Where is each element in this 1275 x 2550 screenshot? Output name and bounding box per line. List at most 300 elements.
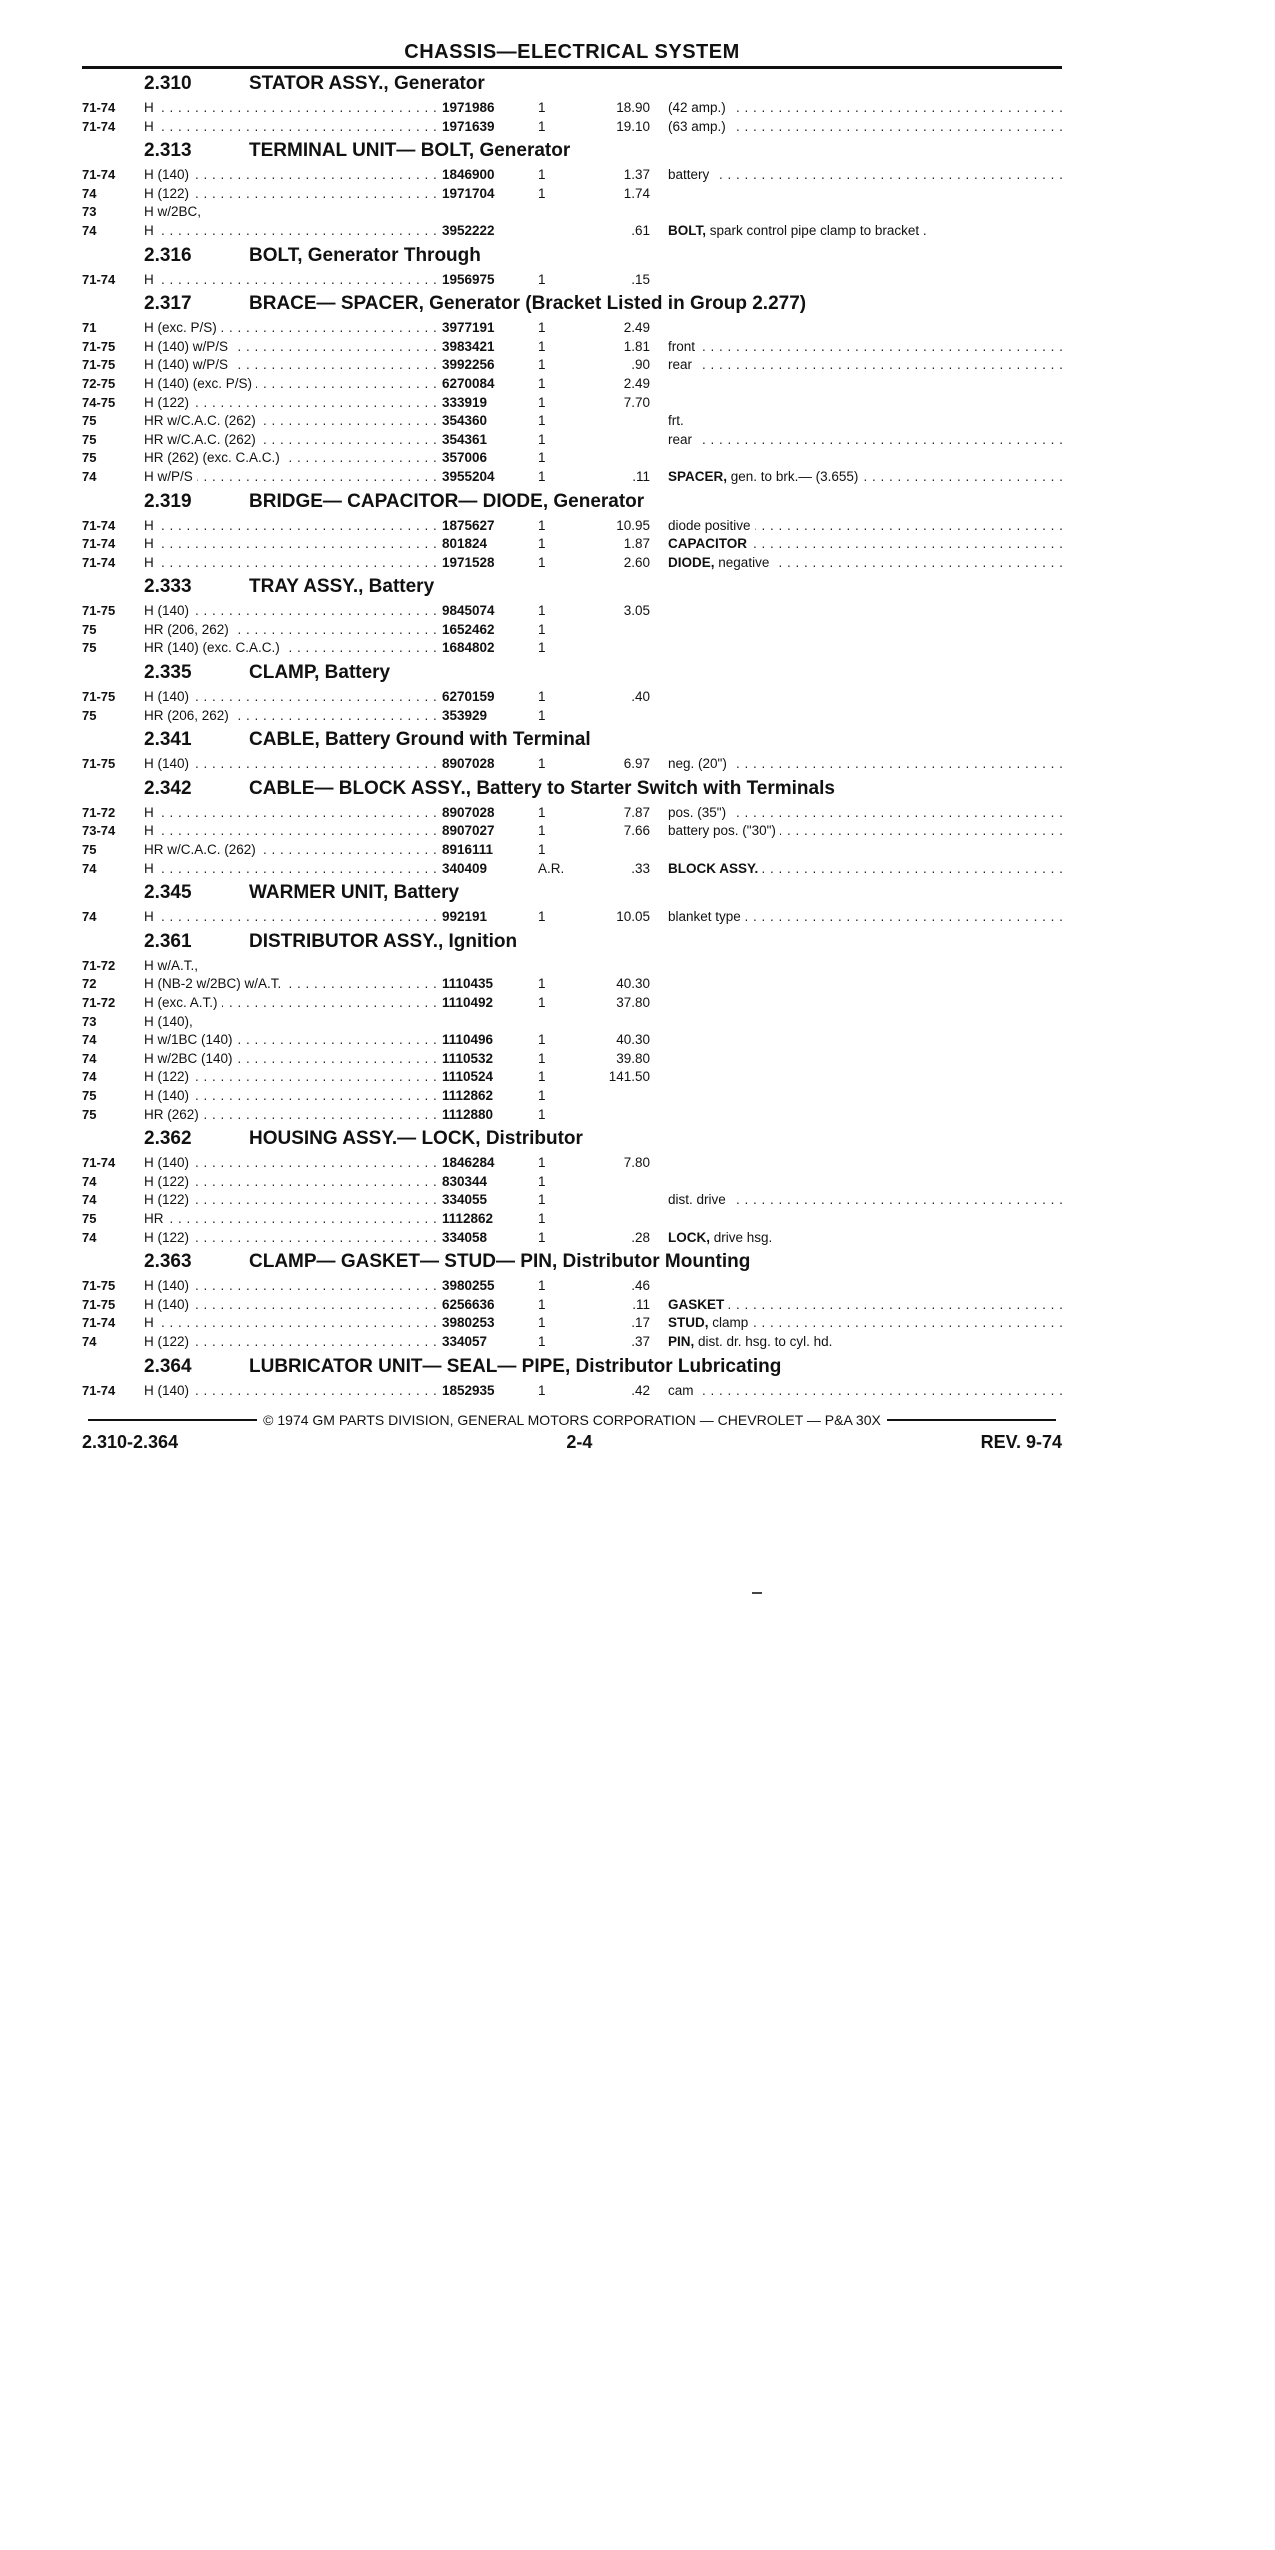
table-row: [82, 468, 1062, 487]
section-title: CABLE— BLOCK ASSY., Battery to Starter Switch with Terminals: [249, 777, 835, 799]
row-years: 71-72: [82, 804, 116, 820]
row-note-text: [668, 1088, 672, 1103]
row-description-text: HR (262) (exc. C.A.C.): [144, 450, 284, 465]
row-description-text: H w/P/S: [144, 469, 197, 484]
section-2-310: [82, 69, 1062, 136]
table-row: [82, 517, 1062, 536]
row-description: H w/2BC,: [144, 204, 202, 220]
row-part-number: 801824: [442, 536, 488, 552]
section-number: 2.333: [144, 576, 192, 598]
row-note-plain: rear: [668, 357, 693, 373]
row-quantity: 1: [538, 1278, 546, 1294]
row-price: .11: [632, 1296, 650, 1312]
row-note: [668, 908, 1062, 927]
row-description-text: H (140): [144, 689, 193, 704]
section-heading: [82, 658, 1062, 688]
row-note-text: [668, 708, 672, 723]
row-quantity: 1: [538, 689, 546, 705]
row-note-text: [668, 842, 672, 857]
row-note-bold: CAPACITOR: [668, 536, 748, 552]
table-row: [82, 755, 1062, 774]
section-number: 2.341: [144, 729, 192, 751]
row-quantity: 1: [538, 842, 546, 858]
row-description: [144, 1154, 442, 1173]
row-description: [144, 118, 442, 137]
section-title: TERMINAL UNIT— BOLT, Generator: [249, 140, 571, 162]
row-price: 7.87: [623, 804, 650, 820]
row-price: .46: [631, 1278, 650, 1294]
table-row: [82, 356, 1062, 375]
table-row: [82, 1333, 1062, 1352]
row-description: H (140),: [144, 1013, 193, 1029]
section-title: STATOR ASSY., Generator: [249, 73, 485, 94]
table-row: [82, 1229, 1062, 1248]
row-quantity: 1: [538, 554, 546, 570]
row-note: [668, 356, 1062, 375]
row-part-number: 8907027: [442, 823, 495, 839]
row-description: [144, 1314, 442, 1333]
row-price: .33: [631, 860, 650, 876]
row-part-number: 1971704: [442, 185, 495, 201]
row-description-text: H (122): [144, 1174, 193, 1189]
row-part-number: 3980255: [442, 1278, 495, 1294]
row-description: [144, 412, 442, 431]
row-description: [144, 535, 442, 554]
row-part-number: 1971986: [442, 100, 495, 115]
row-note: [668, 535, 1062, 554]
row-description-text: H (122): [144, 1334, 193, 1349]
row-price: 40.30: [616, 976, 650, 992]
row-note-plain: dist. drive: [668, 1192, 726, 1208]
row-description: [144, 185, 442, 204]
row-quantity: 1: [538, 450, 546, 466]
table-row: [82, 271, 1062, 290]
row-description: [144, 688, 442, 707]
row-years: 73-74: [82, 823, 116, 839]
row-note: [668, 804, 1062, 823]
row-quantity: 1: [538, 1155, 546, 1171]
row-years: 74: [82, 222, 97, 238]
row-note-bold: STUD,: [668, 1315, 709, 1331]
row-price: .40: [631, 689, 650, 705]
row-note-text: [668, 204, 672, 219]
row-years: 71-74: [82, 536, 116, 552]
row-price: 7.70: [623, 394, 650, 410]
row-years: 74: [82, 1229, 97, 1245]
row-price: .37: [631, 1333, 650, 1349]
section-number: 2.313: [144, 140, 192, 162]
section-title: BOLT, Generator Through: [249, 244, 481, 266]
row-price: 141.50: [608, 1069, 650, 1085]
row-note-text: [668, 186, 672, 201]
row-part-number: 3952222: [442, 222, 495, 238]
row-description-text: H: [144, 272, 158, 287]
section-2-313: [82, 136, 1062, 240]
row-note-text: [668, 823, 780, 838]
row-note-plain: cam: [668, 1382, 694, 1398]
row-note-text: [668, 167, 713, 182]
row-note: [668, 1314, 1062, 1333]
row-years: 71-75: [82, 1278, 116, 1294]
row-description-text: H (140): [144, 756, 193, 771]
row-description: [144, 319, 442, 338]
row-description: [144, 975, 442, 994]
row-years: 71-74: [82, 554, 116, 570]
row-quantity: 1: [538, 1382, 546, 1398]
section-number: 2.310: [144, 73, 192, 94]
footer-copyright-line: [82, 1410, 1062, 1430]
row-description: [144, 338, 442, 357]
row-note-plain: negative: [718, 554, 770, 570]
row-note: [668, 860, 1062, 879]
row-note-bold: BOLT,: [668, 222, 706, 238]
row-description-text: H (exc. A.T.): [144, 995, 222, 1010]
row-description-text: H: [144, 223, 158, 238]
row-quantity: 1: [538, 756, 546, 772]
row-note-plain: dist. dr. hsg. to cyl. hd.: [698, 1333, 833, 1349]
row-note-bold: LOCK,: [668, 1229, 710, 1245]
row-description-text: HR (262): [144, 1107, 203, 1122]
row-years: 71-74: [82, 271, 116, 287]
row-description-text: H: [144, 119, 158, 134]
row-note-text: [668, 756, 731, 771]
row-note-text: [668, 1155, 672, 1170]
stray-mark: [752, 1592, 762, 1594]
row-note: [668, 375, 1062, 394]
row-note: [668, 1173, 1062, 1192]
row-note-plain: diode positive: [668, 517, 751, 533]
table-row: [82, 1050, 1062, 1069]
row-part-number: 1971639: [442, 118, 495, 134]
row-description: [144, 356, 442, 375]
row-years: 75: [82, 1106, 97, 1122]
row-quantity: 1: [538, 1333, 546, 1349]
row-part-number: 1110524: [442, 1069, 494, 1085]
row-note-text: [668, 536, 751, 551]
row-note: [668, 688, 1062, 707]
row-note: [668, 271, 1062, 290]
row-part-number: 3983421: [442, 338, 495, 354]
row-description: [144, 1382, 442, 1401]
table-row: [82, 707, 1062, 726]
row-note-text: [668, 995, 672, 1010]
row-note: [668, 1050, 1062, 1069]
row-price: 3.05: [623, 603, 650, 619]
row-note-bold: BLOCK ASSY.: [668, 860, 759, 876]
row-note-text: [668, 100, 730, 115]
row-quantity: 1: [538, 621, 546, 637]
row-part-number: 1846284: [442, 1155, 495, 1171]
row-price: .90: [631, 357, 650, 373]
row-note-text: [668, 1069, 672, 1084]
row-description: H w/A.T.,: [144, 957, 199, 973]
row-description: [144, 431, 442, 450]
row-note-text: [668, 689, 672, 704]
row-years: 71-75: [82, 603, 116, 619]
row-quantity: 1: [538, 1050, 546, 1066]
row-note-plain: rear: [668, 431, 693, 447]
row-note-text: [668, 339, 699, 354]
table-row: [82, 338, 1062, 357]
row-years: 74: [82, 909, 97, 925]
row-note-text: [668, 450, 672, 465]
row-part-number: 357006: [442, 450, 488, 466]
row-years: 71-75: [82, 1296, 116, 1312]
row-price: .42: [631, 1382, 650, 1398]
row-note-text: [668, 357, 696, 372]
row-description: [144, 1229, 442, 1248]
row-description-text: H (122): [144, 1192, 193, 1207]
row-years: 71-74: [82, 100, 116, 115]
row-note: [668, 203, 1062, 222]
row-part-number: 3992256: [442, 357, 495, 373]
row-description: [144, 271, 442, 290]
table-row: [82, 639, 1062, 658]
section-title: CLAMP— GASKET— STUD— PIN, Distributor Mounting: [249, 1251, 751, 1273]
row-quantity: 1: [538, 271, 546, 287]
row-description: [144, 841, 442, 860]
section-number: 2.362: [144, 1128, 192, 1150]
row-price: 10.95: [616, 517, 650, 533]
row-quantity: 1: [538, 995, 546, 1010]
row-description-text: H (140) (exc. P/S): [144, 376, 256, 391]
table-row: [82, 1382, 1062, 1401]
row-price: 1.87: [623, 536, 650, 552]
catalog-page: [82, 38, 1062, 1454]
row-description-text: H: [144, 536, 158, 551]
section-2-335: [82, 658, 1062, 725]
row-description-text: H (140) w/P/S: [144, 339, 232, 354]
table-row: [82, 1068, 1062, 1087]
row-note-text: [668, 413, 688, 428]
row-description: [144, 222, 442, 241]
row-note: [668, 338, 1062, 357]
section-2-345: [82, 878, 1062, 927]
row-note: [668, 468, 1062, 487]
section-heading: [82, 1247, 1062, 1277]
row-part-number: 1852935: [442, 1382, 495, 1398]
row-part-number: 6270159: [442, 689, 495, 705]
section-number: 2.319: [144, 490, 192, 512]
row-part-number: 1652462: [442, 621, 495, 637]
section-number: 2.364: [144, 1355, 192, 1377]
row-years: 75: [82, 1210, 97, 1226]
row-years: 75: [82, 431, 97, 447]
row-note: [668, 1296, 1062, 1315]
row-description-text: H (140): [144, 1155, 193, 1170]
row-quantity: 1: [538, 185, 546, 201]
row-quantity: 1: [538, 338, 546, 354]
row-price: 7.80: [623, 1155, 650, 1171]
row-years: 71-75: [82, 357, 116, 373]
footer-page-number: 2-4: [566, 1432, 593, 1453]
row-part-number: 6256636: [442, 1296, 495, 1312]
row-part-number: 6270084: [442, 375, 495, 391]
row-years: 75: [82, 450, 97, 466]
row-note-text: [668, 976, 672, 991]
section-title: DISTRIBUTOR ASSY., Ignition: [249, 930, 518, 952]
row-description: [144, 1106, 442, 1125]
row-price: 10.05: [616, 909, 650, 925]
table-row: [82, 319, 1062, 338]
row-note-text: [668, 518, 755, 533]
row-note-text: [668, 432, 696, 447]
row-price: 18.90: [616, 100, 650, 115]
row-description: [144, 1296, 442, 1315]
table-row: [82, 118, 1062, 137]
section-heading: [82, 1124, 1062, 1154]
section-number: 2.363: [144, 1251, 192, 1273]
row-note-text: [668, 805, 730, 820]
row-description-text: H (140): [144, 1088, 193, 1103]
row-quantity: 1: [538, 1229, 546, 1245]
row-description: [144, 602, 442, 621]
row-description-text: HR (206, 262): [144, 622, 233, 637]
row-description-text: H (140): [144, 1297, 193, 1312]
section-heading: [82, 725, 1062, 755]
row-part-number: 1112880: [442, 1106, 494, 1122]
row-description: [144, 1068, 442, 1087]
row-note: [668, 822, 1062, 841]
row-years: 74-75: [82, 394, 116, 410]
row-note: [668, 1277, 1062, 1296]
row-description: [144, 99, 442, 118]
row-quantity: 1: [538, 1210, 546, 1226]
row-note-text: [668, 223, 931, 238]
row-part-number: 830344: [442, 1173, 488, 1189]
row-description-text: H (122): [144, 186, 193, 201]
row-quantity: 1: [538, 1087, 546, 1103]
row-years: 74: [82, 860, 97, 876]
row-note-plain: clamp: [712, 1315, 749, 1331]
row-note-bold: SPACER,: [668, 468, 728, 484]
table-row: [82, 1154, 1062, 1173]
row-note-text: [668, 1297, 728, 1312]
row-description: [144, 554, 442, 573]
row-price: .17: [631, 1315, 650, 1331]
row-note-bold: DIODE,: [668, 554, 715, 570]
row-note-text: [668, 603, 672, 618]
row-description: [144, 1087, 442, 1106]
row-note: [668, 412, 1062, 431]
row-quantity: 1: [538, 1069, 546, 1085]
row-description-text: HR: [144, 1211, 168, 1226]
row-years: 73: [82, 1013, 97, 1029]
section-2-316: [82, 241, 1062, 290]
table-row: [82, 449, 1062, 468]
row-note-plain: (42 amp.): [668, 100, 726, 115]
row-part-number: 3955204: [442, 468, 495, 484]
row-part-number: 1112862: [442, 1087, 494, 1103]
table-row: [82, 166, 1062, 185]
row-description-text: H w/2BC (140): [144, 1051, 237, 1066]
table-row: [82, 99, 1062, 118]
row-quantity: 1: [538, 1192, 546, 1208]
row-years: 75: [82, 640, 97, 656]
section-heading: [82, 136, 1062, 166]
row-description: [144, 1210, 442, 1229]
table-row: [82, 908, 1062, 927]
row-note: [668, 222, 1062, 241]
row-quantity: 1: [538, 100, 546, 115]
row-note: [668, 1087, 1062, 1106]
row-note: [668, 1154, 1062, 1173]
row-years: 71-74: [82, 167, 116, 183]
row-note: [668, 449, 1062, 468]
row-quantity: 1: [538, 431, 546, 447]
row-price: 1.81: [623, 338, 650, 354]
row-note: [668, 1106, 1062, 1125]
row-description-text: H (exc. P/S): [144, 320, 221, 335]
row-price: 1.74: [623, 185, 650, 201]
row-description-text: HR w/C.A.C. (262): [144, 413, 260, 428]
row-part-number: 1110492: [442, 995, 494, 1010]
row-quantity: 1: [538, 707, 546, 723]
section-number: 2.316: [144, 244, 192, 266]
table-row: [82, 1087, 1062, 1106]
row-years: 75: [82, 413, 97, 429]
row-years: 71-74: [82, 118, 116, 134]
row-quantity: 1: [538, 536, 546, 552]
row-years: 71-74: [82, 1382, 116, 1398]
table-row: [82, 994, 1062, 1013]
row-part-number: 1112862: [442, 1210, 494, 1226]
row-note: [668, 554, 1062, 573]
row-part-number: 1956975: [442, 271, 495, 287]
row-note: [668, 166, 1062, 185]
row-years: 74: [82, 468, 97, 484]
section-title: HOUSING ASSY.— LOCK, Distributor: [249, 1128, 583, 1150]
row-quantity: A.R.: [538, 860, 565, 876]
section-2-363: [82, 1247, 1062, 1351]
row-description-text: H (140) w/P/S: [144, 357, 232, 372]
row-description-text: H (140): [144, 1278, 193, 1293]
table-row: [82, 185, 1062, 204]
row-note: [668, 755, 1062, 774]
row-description-text: HR (206, 262): [144, 708, 233, 723]
row-price: 19.10: [616, 118, 650, 134]
table-row: [82, 1031, 1062, 1050]
row-note: [668, 1068, 1062, 1087]
row-note-plain: blanket type: [668, 909, 741, 925]
section-title: TRAY ASSY., Battery: [249, 576, 435, 598]
row-quantity: 1: [538, 640, 546, 656]
table-row: [82, 688, 1062, 707]
section-number: 2.317: [144, 293, 192, 315]
section-2-333: [82, 572, 1062, 658]
row-note-text: [668, 469, 862, 484]
row-part-number: 1684802: [442, 640, 495, 656]
row-price: .11: [632, 468, 650, 484]
row-part-number: 354360: [442, 413, 488, 429]
row-description: [144, 1333, 442, 1352]
row-years: 71-72: [82, 995, 116, 1010]
row-note-plain: frt.: [668, 413, 684, 429]
row-note-text: [668, 555, 773, 570]
row-years: 74: [82, 185, 97, 201]
section-heading: [82, 487, 1062, 517]
section-number: 2.335: [144, 662, 192, 684]
row-part-number: 8907028: [442, 804, 495, 820]
footer-copyright: © 1974 GM PARTS DIVISION, GENERAL MOTORS CORPORATION — CHEVROLET — P&A 30X: [263, 1412, 881, 1429]
row-quantity: 1: [538, 976, 546, 992]
row-description: [144, 1277, 442, 1296]
row-price: 37.80: [616, 995, 650, 1010]
row-description-text: H: [144, 861, 158, 876]
row-part-number: 334055: [442, 1192, 488, 1208]
section-heading: [82, 878, 1062, 908]
table-row: [82, 554, 1062, 573]
